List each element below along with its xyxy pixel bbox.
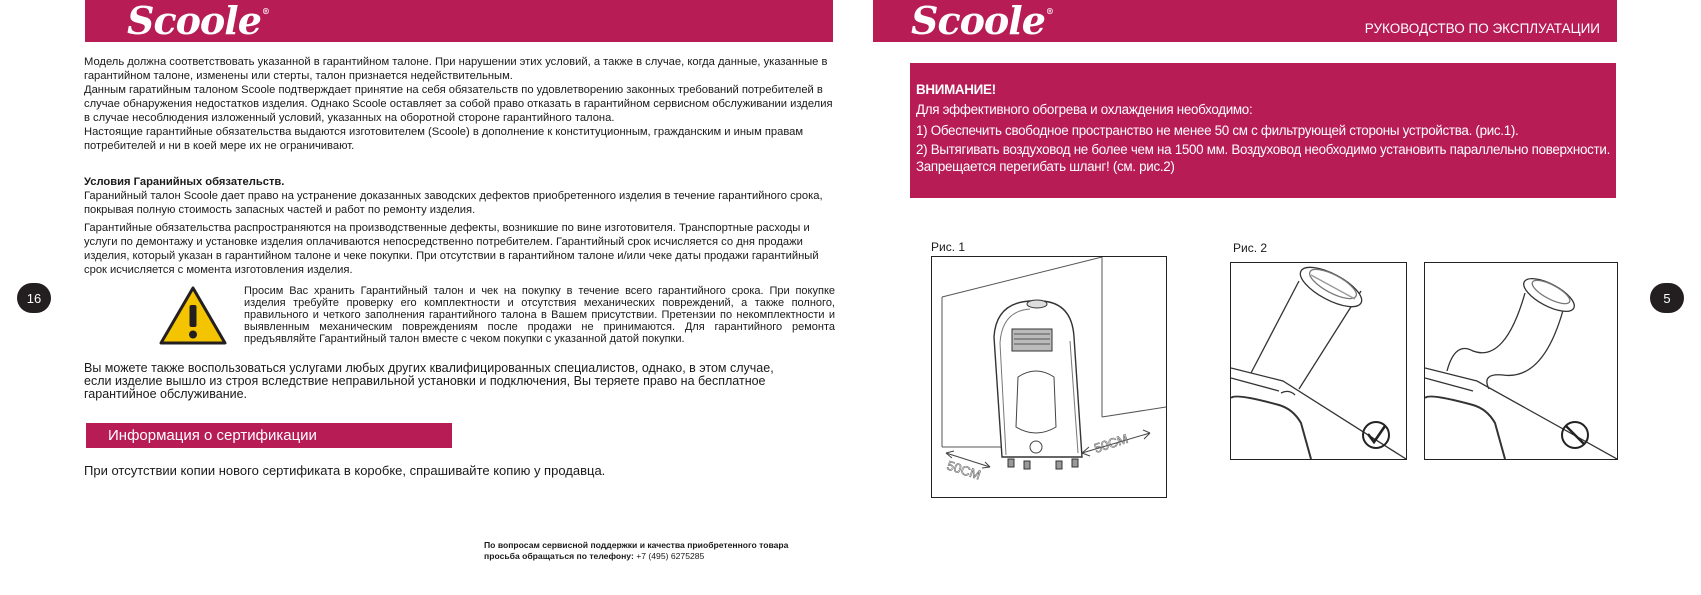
clearance-label-right: 50CM xyxy=(1092,430,1130,456)
services-block xyxy=(84,362,804,401)
figure-2-wrong-frame xyxy=(1424,262,1618,460)
cert-title: Информация о сертификации xyxy=(108,427,317,444)
attention-item-2: 2) Вытягивать воздуховод не более чем на 1500 мм. Воздуховод необходимо установить параллельно поверхности. Запрещается перегибать шланг! (см. рис.2) xyxy=(916,142,1610,174)
duct-correct-illustration xyxy=(1231,263,1406,459)
attention-intro: Для эффективного обогрева и охлаждения необходимо: xyxy=(916,102,1253,117)
right-logo-registered-mark: ® xyxy=(1045,6,1053,16)
warranty-paragraph-1: Модель должна соответствовать указанной в гарантийном талоне. При нарушении этих условий, а также в случае, когда данные, указанные в гарантийном талоне, изменены или стерты, талон признается недействительным. xyxy=(84,56,828,82)
page-number-left: 16 xyxy=(17,283,51,313)
figure-2-correct-frame xyxy=(1230,262,1407,460)
coverage-text: Гарантийные обязательства распространяются на производственные дефекты, возникшие по вине изготовителя. Транспортные расходы и услуги по демонтажу и установке изделия оплачиваются непосредственно потребителем. Гарантийный срок исчисляется со дня продажи изделия, который указан в гарантийном талоне и чеке покупки. При отсутствии в гарантийном талоне и/или чеке даты продажи гарантийный срок исчисляется с момента изготовления изделия. xyxy=(84,222,819,276)
cert-section-header xyxy=(86,423,452,448)
support-line-2: просьба обращаться по телефону: xyxy=(484,551,634,561)
attention-box xyxy=(910,63,1616,198)
services-text: Вы можете также воспользоваться услугами любых других квалифицированных специалистов, однако, в этом случае, если изделие вышло из строя вследствие неправильной установки и подключения, Вы теряете право на бесплатное гарантийное обслуживание. xyxy=(84,361,774,401)
check-mark-stroke xyxy=(1368,426,1385,442)
air-conditioner-clearance-illustration xyxy=(932,257,1166,497)
support-phone: +7 (495) 6275285 xyxy=(636,551,705,561)
left-logo-registered-mark: ® xyxy=(261,6,269,16)
figure-2-label: Рис. 2 xyxy=(1233,241,1268,255)
right-logo-text: Scoole xyxy=(911,0,1045,43)
warning-text: Просим Вас хранить Гарантийный талон и чек на покупку в течение всего гарантийного срока. При покупке изделия требуйте проверку его комплектности и отсутствия механических повреждений, а также полного, правильного и четкого заполнения гарантийного талона в Вашем присутствии. Претензии по некомплектности и выявленным механическим повреждениям после продажи не принимаются. Для гарантийного ремонта предъявляйте Гарантийный талон вместе с чеком покупки с указанной датой покупки. xyxy=(244,285,835,345)
warranty-paragraph-3: Настоящие гарантийные обязательства выдаются изготовителем (Scoole) в дополнение к конституционным, гражданским и иным правам потребителей и ни в коей мере их не ограничивают. xyxy=(84,126,804,152)
warranty-conditions xyxy=(84,175,836,217)
left-logo-text: Scoole xyxy=(127,0,261,43)
page-number-right: 5 xyxy=(1650,283,1684,313)
conditions-text: Гаранийный талон Scoole дает право на устранение доказанных заводских дефектов приобретенного изделия в течение гарантийного срока, покрывая полную стоимость запасных частей и работ по ремонту изделия. xyxy=(84,190,823,216)
support-block xyxy=(484,540,844,562)
attention-item-1: 1) Обеспечить свободное пространство не менее 50 см с фильтрующей стороны устройства. (рис.1). xyxy=(916,123,1519,138)
left-logo xyxy=(127,0,268,43)
check-mark-icon xyxy=(1363,422,1389,448)
coverage-block xyxy=(84,221,836,277)
conditions-title: Условия Гаранийных обязательств. xyxy=(84,176,285,188)
warranty-intro xyxy=(84,55,836,153)
figure-1-frame xyxy=(931,256,1167,498)
support-line-1: По вопросам сервисной поддержки и качества приобретенного товара xyxy=(484,540,789,550)
prohibited-slash xyxy=(1566,426,1584,444)
warranty-paragraph-2: Данным гаратийным талоном Scoole подтверждает принятие на себя обязательств по удовлетворению законных требований потребителей в случае обнаружения недостатков изделия. Однако Scoole оставляет за собой право отказать в гарантийном сервисном обслуживании изделия в случае несоблюдения изложенный условий, указанных на оборотной стороне гарантийного талона. xyxy=(84,84,833,124)
figure-1-label: Рис. 1 xyxy=(931,240,966,254)
cert-block xyxy=(84,463,804,479)
right-logo xyxy=(911,0,1052,43)
cert-text: При отсутствии копии нового сертификата в коробке, спрашивайте копию у продавца. xyxy=(84,463,606,478)
clearance-label-left: 50CM xyxy=(945,457,983,483)
manual-title: РУКОВОДСТВО ПО ЭКСПЛУАТАЦИИ xyxy=(1364,21,1600,36)
warning-triangle-icon xyxy=(158,285,228,347)
duct-bent-illustration xyxy=(1425,263,1617,459)
warning-text-block xyxy=(244,285,835,345)
attention-title: ВНИМАНИЕ! xyxy=(916,82,996,97)
